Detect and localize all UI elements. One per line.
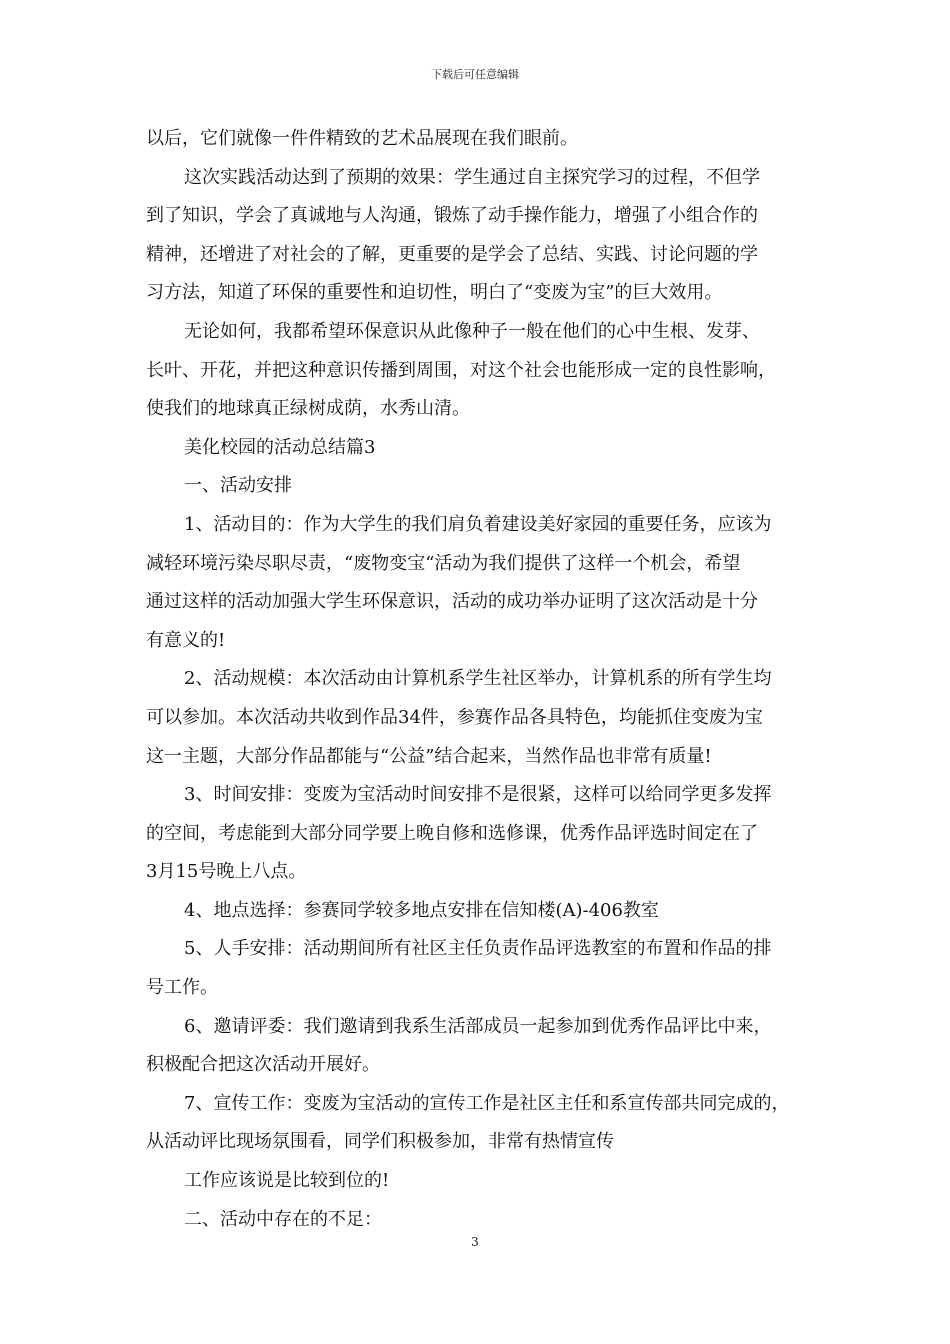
paragraph-line: 通过这样的活动加强大学生环保意识，活动的成功举办证明了这次活动是十分 — [146, 591, 758, 613]
paragraph-line: 减轻环境污染尽职尽责，“废物变宝“活动为我们提供了这样一个机会，希望 — [146, 552, 741, 574]
paragraph-line: 号工作。 — [146, 977, 218, 999]
paragraph-line: 二、活动中存在的不足： — [184, 1208, 382, 1230]
paragraph-line: 的空间，考虑能到大部分同学要上晚自修和选修课，优秀作品评选时间定在了 — [146, 822, 758, 844]
paragraph-line: 5、人手安排：活动期间所有社区主任负责作品评选教室的布置和作品的排 — [184, 938, 772, 960]
paragraph-line: 有意义的! — [146, 629, 226, 651]
paragraph-line: 3、时间安排：变废为宝活动时间安排不是很紧，这样可以给同学更多发挥 — [184, 784, 772, 806]
paragraph-line: 这次实践活动达到了预期的效果：学生通过自主探究学习的过程，不但学 — [184, 166, 760, 188]
document-body — [146, 120, 814, 1239]
paragraph-line: 7、宣传工作：变废为宝活动的宣传工作是社区主任和系宣传部共同完成的， — [184, 1092, 790, 1114]
paragraph-line: 6、邀请评委：我们邀请到我系生活部成员一起参加到优秀作品评比中来， — [184, 1015, 772, 1037]
paragraph-line: 习方法，知道了环保的重要性和迫切性，明白了“变废为宝”的巨大效用。 — [146, 282, 723, 304]
paragraph-line: 4、地点选择：参赛同学较多地点安排在信知楼(A)-406教室 — [184, 899, 659, 921]
paragraph-line: 长叶、开花，并把这种意识传播到周围，对这个社会也能形成一定的良性影响， — [146, 359, 776, 381]
paragraph-line: 美化校园的活动总结篇3 — [184, 436, 376, 458]
paragraph-line: 以后，它们就像一件件精致的艺术品展现在我们眼前。 — [146, 128, 578, 149]
paragraph-line: 2、活动规模：本次活动由计算机系学生社区举办，计算机系的所有学生均 — [184, 668, 772, 690]
paragraph-line: 到了知识，学会了真诚地与人沟通，锻炼了动手操作能力，增强了小组合作的 — [146, 205, 758, 227]
paragraph-line: 1、活动目的：作为大学生的我们肩负着建设美好家园的重要任务，应该为 — [184, 513, 772, 535]
paragraph-line: 3月15号晚上八点。 — [146, 861, 307, 883]
paragraph-line: 可以参加。本次活动共收到作品34件，参赛作品各具特色，均能抓住变废为宝 — [146, 706, 763, 728]
paragraph-line: 工作应该说是比较到位的! — [184, 1170, 390, 1192]
paragraph-line: 无论如何，我都希望环保意识从此像种子一般在他们的心中生根、发芽、 — [184, 320, 760, 342]
paragraph-line: 使我们的地球真正绿树成荫，水秀山清。 — [146, 398, 470, 420]
page-number: 3 — [471, 1235, 479, 1249]
paragraph-line: 从活动评比现场氛围看，同学们积极参加，非常有热情宣传 — [146, 1131, 614, 1153]
page-header: 下载后可任意编辑 — [431, 68, 519, 81]
paragraph-line: 积极配合把这次活动开展好。 — [146, 1054, 380, 1076]
paragraph-line: 这一主题，大部分作品都能与“公益”结合起来，当然作品也非常有质量! — [146, 745, 712, 767]
paragraph-line: 一、活动安排 — [184, 475, 292, 497]
paragraph-line: 精神，还增进了对社会的了解，更重要的是学会了总结、实践、讨论问题的学 — [146, 243, 758, 265]
